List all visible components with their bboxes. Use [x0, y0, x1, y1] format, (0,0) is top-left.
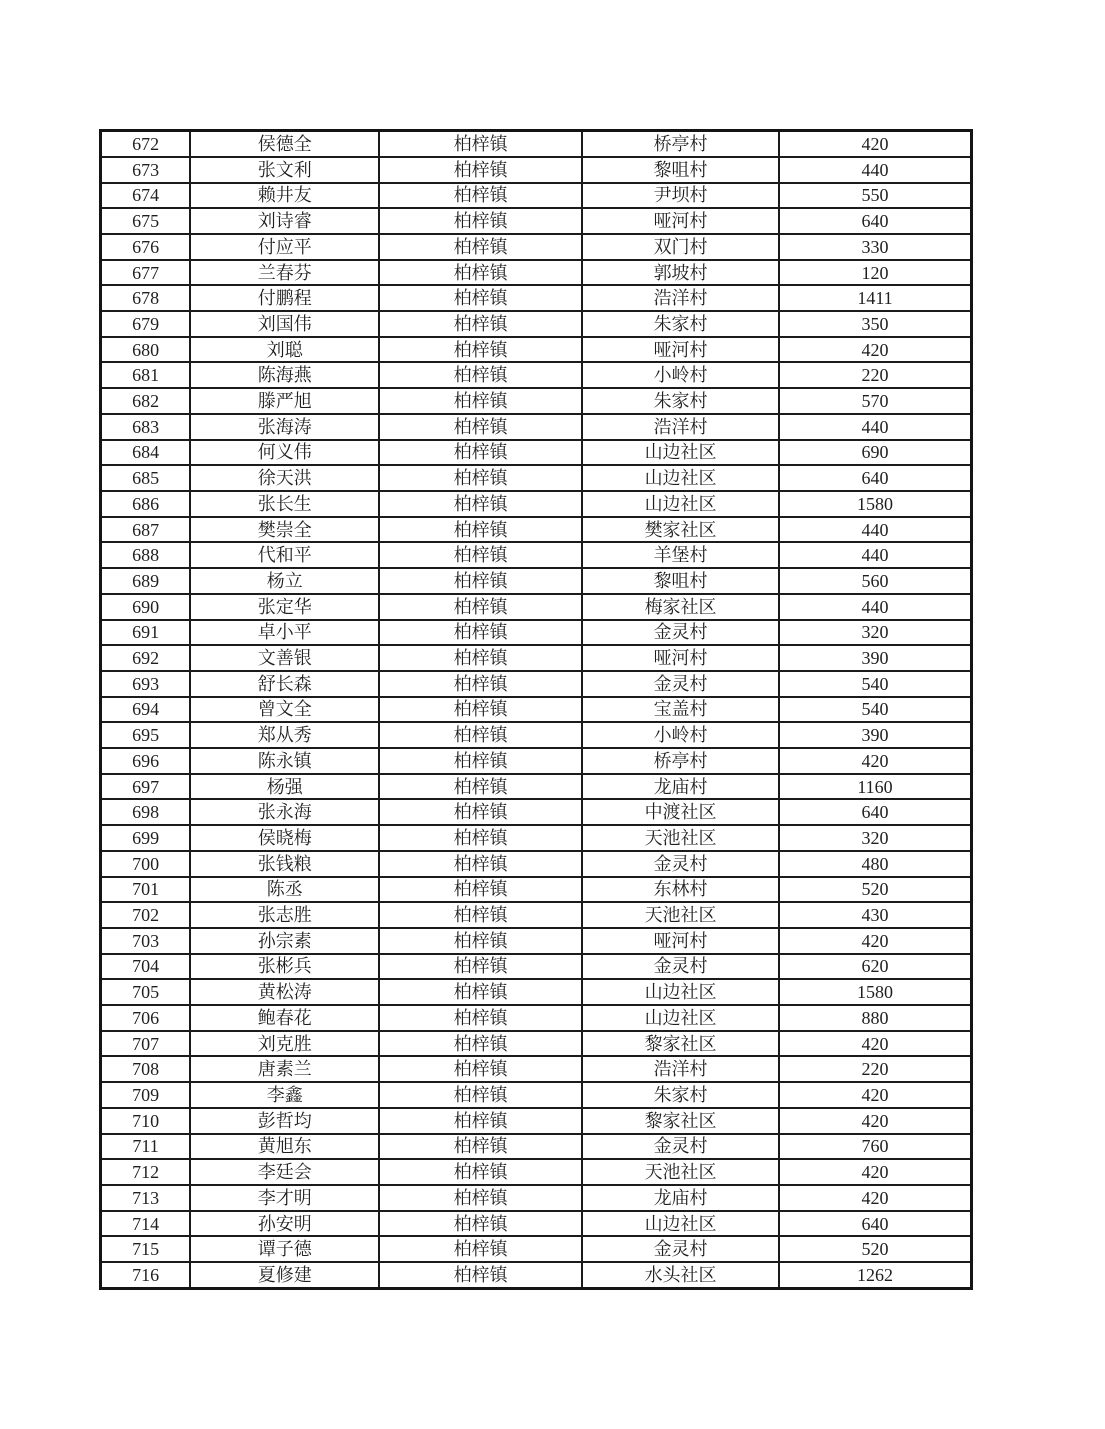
cell-town: 柏梓镇: [379, 362, 582, 388]
cell-name: 黄旭东: [190, 1134, 379, 1160]
cell-amount: 420: [779, 1185, 972, 1211]
cell-village: 水头社区: [582, 1262, 779, 1288]
cell-index: 716: [101, 1262, 191, 1288]
cell-index: 704: [101, 954, 191, 980]
cell-amount: 640: [779, 208, 972, 234]
table-row: [101, 825, 972, 851]
cell-amount: 430: [779, 902, 972, 928]
table-row: [101, 311, 972, 337]
cell-town: 柏梓镇: [379, 260, 582, 286]
cell-name: 张长生: [190, 491, 379, 517]
table-row: [101, 542, 972, 568]
cell-village: 山边社区: [582, 440, 779, 466]
cell-index: 687: [101, 517, 191, 543]
cell-index: 679: [101, 311, 191, 337]
table-row: [101, 722, 972, 748]
cell-town: 柏梓镇: [379, 645, 582, 671]
cell-village: 山边社区: [582, 465, 779, 491]
table-row: [101, 1005, 972, 1031]
cell-amount: 420: [779, 131, 972, 157]
cell-index: 678: [101, 285, 191, 311]
cell-name: 刘聪: [190, 337, 379, 363]
cell-village: 浩洋村: [582, 414, 779, 440]
cell-amount: 620: [779, 954, 972, 980]
table-row: [101, 183, 972, 209]
cell-amount: 220: [779, 1056, 972, 1082]
table-row: [101, 1031, 972, 1057]
cell-index: 696: [101, 748, 191, 774]
cell-town: 柏梓镇: [379, 517, 582, 543]
cell-index: 714: [101, 1211, 191, 1237]
cell-name: 鲍春花: [190, 1005, 379, 1031]
cell-name: 侯晓梅: [190, 825, 379, 851]
cell-town: 柏梓镇: [379, 542, 582, 568]
table-row: [101, 414, 972, 440]
table-row: [101, 208, 972, 234]
cell-amount: 440: [779, 542, 972, 568]
cell-village: 金灵村: [582, 954, 779, 980]
table-row: [101, 851, 972, 877]
cell-town: 柏梓镇: [379, 954, 582, 980]
cell-amount: 220: [779, 362, 972, 388]
cell-index: 688: [101, 542, 191, 568]
cell-amount: 1262: [779, 1262, 972, 1288]
cell-town: 柏梓镇: [379, 568, 582, 594]
cell-index: 683: [101, 414, 191, 440]
table-row: [101, 1108, 972, 1134]
cell-town: 柏梓镇: [379, 208, 582, 234]
table-row: [101, 671, 972, 697]
cell-amount: 560: [779, 568, 972, 594]
cell-amount: 420: [779, 1159, 972, 1185]
cell-name: 刘克胜: [190, 1031, 379, 1057]
cell-amount: 1580: [779, 491, 972, 517]
cell-village: 羊堡村: [582, 542, 779, 568]
cell-amount: 880: [779, 1005, 972, 1031]
cell-amount: 540: [779, 671, 972, 697]
cell-index: 710: [101, 1108, 191, 1134]
cell-amount: 420: [779, 1108, 972, 1134]
cell-index: 694: [101, 697, 191, 723]
cell-town: 柏梓镇: [379, 877, 582, 903]
cell-index: 695: [101, 722, 191, 748]
cell-amount: 760: [779, 1134, 972, 1160]
cell-name: 李鑫: [190, 1082, 379, 1108]
cell-village: 黎家社区: [582, 1108, 779, 1134]
table-row: [101, 1262, 972, 1288]
table-row: [101, 645, 972, 671]
cell-name: 陈丞: [190, 877, 379, 903]
cell-name: 舒长森: [190, 671, 379, 697]
table-row: [101, 157, 972, 183]
cell-village: 樊家社区: [582, 517, 779, 543]
table-row: [101, 1185, 972, 1211]
cell-amount: 390: [779, 645, 972, 671]
cell-village: 小岭村: [582, 362, 779, 388]
table-row: [101, 620, 972, 646]
cell-village: 宝盖村: [582, 697, 779, 723]
cell-index: 689: [101, 568, 191, 594]
cell-amount: 1580: [779, 979, 972, 1005]
table-row: [101, 260, 972, 286]
cell-town: 柏梓镇: [379, 799, 582, 825]
cell-index: 673: [101, 157, 191, 183]
table-row: [101, 568, 972, 594]
cell-amount: 440: [779, 157, 972, 183]
cell-village: 龙庙村: [582, 1185, 779, 1211]
cell-village: 金灵村: [582, 671, 779, 697]
cell-town: 柏梓镇: [379, 414, 582, 440]
table-row: [101, 1236, 972, 1262]
cell-town: 柏梓镇: [379, 465, 582, 491]
cell-amount: 440: [779, 414, 972, 440]
cell-amount: 440: [779, 517, 972, 543]
cell-name: 张定华: [190, 594, 379, 620]
cell-name: 唐素兰: [190, 1056, 379, 1082]
cell-village: 中渡社区: [582, 799, 779, 825]
cell-index: 703: [101, 928, 191, 954]
cell-village: 哑河村: [582, 645, 779, 671]
cell-village: 天池社区: [582, 825, 779, 851]
table-row: [101, 594, 972, 620]
cell-amount: 320: [779, 825, 972, 851]
cell-town: 柏梓镇: [379, 851, 582, 877]
cell-village: 哑河村: [582, 928, 779, 954]
cell-village: 双门村: [582, 234, 779, 260]
cell-village: 朱家村: [582, 311, 779, 337]
cell-name: 陈海燕: [190, 362, 379, 388]
cell-name: 郑从秀: [190, 722, 379, 748]
table-row: [101, 388, 972, 414]
cell-name: 杨立: [190, 568, 379, 594]
cell-name: 彭哲均: [190, 1108, 379, 1134]
table-row: [101, 465, 972, 491]
cell-amount: 550: [779, 183, 972, 209]
table-row: [101, 1082, 972, 1108]
cell-index: 698: [101, 799, 191, 825]
cell-amount: 420: [779, 1082, 972, 1108]
records-table: [99, 129, 973, 1290]
table-row: [101, 1056, 972, 1082]
cell-town: 柏梓镇: [379, 1005, 582, 1031]
cell-town: 柏梓镇: [379, 440, 582, 466]
cell-town: 柏梓镇: [379, 697, 582, 723]
cell-town: 柏梓镇: [379, 671, 582, 697]
cell-name: 张志胜: [190, 902, 379, 928]
cell-village: 桥亭村: [582, 748, 779, 774]
cell-name: 李廷会: [190, 1159, 379, 1185]
cell-village: 天池社区: [582, 1159, 779, 1185]
cell-town: 柏梓镇: [379, 234, 582, 260]
cell-index: 674: [101, 183, 191, 209]
cell-index: 711: [101, 1134, 191, 1160]
cell-village: 黎家社区: [582, 1031, 779, 1057]
cell-index: 708: [101, 1056, 191, 1082]
cell-name: 付应平: [190, 234, 379, 260]
cell-index: 701: [101, 877, 191, 903]
table-row: [101, 877, 972, 903]
cell-amount: 640: [779, 465, 972, 491]
cell-index: 677: [101, 260, 191, 286]
cell-name: 刘国伟: [190, 311, 379, 337]
cell-amount: 640: [779, 1211, 972, 1237]
cell-name: 张永海: [190, 799, 379, 825]
cell-town: 柏梓镇: [379, 157, 582, 183]
cell-amount: 330: [779, 234, 972, 260]
cell-name: 侯德全: [190, 131, 379, 157]
cell-village: 东林村: [582, 877, 779, 903]
cell-amount: 480: [779, 851, 972, 877]
cell-town: 柏梓镇: [379, 594, 582, 620]
cell-index: 715: [101, 1236, 191, 1262]
cell-index: 712: [101, 1159, 191, 1185]
cell-village: 龙庙村: [582, 774, 779, 800]
cell-town: 柏梓镇: [379, 285, 582, 311]
cell-village: 朱家村: [582, 1082, 779, 1108]
table-row: [101, 1159, 972, 1185]
cell-index: 675: [101, 208, 191, 234]
cell-amount: 520: [779, 877, 972, 903]
table-row: [101, 285, 972, 311]
cell-index: 700: [101, 851, 191, 877]
cell-amount: 690: [779, 440, 972, 466]
cell-name: 陈永镇: [190, 748, 379, 774]
cell-town: 柏梓镇: [379, 491, 582, 517]
cell-village: 梅家社区: [582, 594, 779, 620]
cell-town: 柏梓镇: [379, 1082, 582, 1108]
table-row: [101, 799, 972, 825]
table-row: [101, 362, 972, 388]
cell-index: 681: [101, 362, 191, 388]
cell-index: 702: [101, 902, 191, 928]
cell-town: 柏梓镇: [379, 979, 582, 1005]
cell-index: 693: [101, 671, 191, 697]
cell-name: 李才明: [190, 1185, 379, 1211]
cell-name: 赖井友: [190, 183, 379, 209]
cell-town: 柏梓镇: [379, 774, 582, 800]
cell-town: 柏梓镇: [379, 1185, 582, 1211]
cell-index: 676: [101, 234, 191, 260]
cell-town: 柏梓镇: [379, 1159, 582, 1185]
table-row: [101, 902, 972, 928]
records-table-body: [101, 131, 972, 1289]
table-row: [101, 440, 972, 466]
cell-town: 柏梓镇: [379, 902, 582, 928]
cell-name: 孙安明: [190, 1211, 379, 1237]
cell-amount: 520: [779, 1236, 972, 1262]
cell-village: 天池社区: [582, 902, 779, 928]
cell-town: 柏梓镇: [379, 1031, 582, 1057]
cell-town: 柏梓镇: [379, 131, 582, 157]
cell-village: 浩洋村: [582, 1056, 779, 1082]
cell-town: 柏梓镇: [379, 620, 582, 646]
cell-town: 柏梓镇: [379, 1056, 582, 1082]
cell-amount: 350: [779, 311, 972, 337]
cell-village: 哑河村: [582, 337, 779, 363]
cell-name: 樊崇全: [190, 517, 379, 543]
cell-village: 哑河村: [582, 208, 779, 234]
cell-village: 黎咀村: [582, 568, 779, 594]
table-row: [101, 697, 972, 723]
cell-name: 谭子德: [190, 1236, 379, 1262]
cell-index: 686: [101, 491, 191, 517]
cell-name: 文善银: [190, 645, 379, 671]
cell-name: 夏修建: [190, 1262, 379, 1288]
cell-village: 浩洋村: [582, 285, 779, 311]
cell-amount: 420: [779, 1031, 972, 1057]
cell-amount: 120: [779, 260, 972, 286]
cell-amount: 420: [779, 337, 972, 363]
cell-index: 691: [101, 620, 191, 646]
table-row: [101, 234, 972, 260]
cell-index: 682: [101, 388, 191, 414]
cell-index: 713: [101, 1185, 191, 1211]
table-row: [101, 1211, 972, 1237]
cell-index: 705: [101, 979, 191, 1005]
cell-name: 代和平: [190, 542, 379, 568]
cell-index: 699: [101, 825, 191, 851]
cell-amount: 420: [779, 748, 972, 774]
table-row: [101, 774, 972, 800]
cell-name: 孙宗素: [190, 928, 379, 954]
cell-village: 桥亭村: [582, 131, 779, 157]
table-row: [101, 748, 972, 774]
cell-name: 何义伟: [190, 440, 379, 466]
table-row: [101, 1134, 972, 1160]
cell-village: 小岭村: [582, 722, 779, 748]
table-row: [101, 979, 972, 1005]
cell-name: 张彬兵: [190, 954, 379, 980]
table-row: [101, 491, 972, 517]
cell-name: 张钱粮: [190, 851, 379, 877]
cell-village: 金灵村: [582, 620, 779, 646]
table-row: [101, 954, 972, 980]
cell-town: 柏梓镇: [379, 183, 582, 209]
cell-town: 柏梓镇: [379, 311, 582, 337]
cell-name: 曾文全: [190, 697, 379, 723]
cell-name: 刘诗睿: [190, 208, 379, 234]
cell-amount: 390: [779, 722, 972, 748]
cell-amount: 420: [779, 928, 972, 954]
table-row: [101, 131, 972, 157]
cell-town: 柏梓镇: [379, 1108, 582, 1134]
cell-town: 柏梓镇: [379, 928, 582, 954]
cell-town: 柏梓镇: [379, 388, 582, 414]
table-row: [101, 517, 972, 543]
cell-index: 672: [101, 131, 191, 157]
cell-index: 684: [101, 440, 191, 466]
cell-name: 杨强: [190, 774, 379, 800]
cell-amount: 1411: [779, 285, 972, 311]
cell-name: 滕严旭: [190, 388, 379, 414]
cell-town: 柏梓镇: [379, 722, 582, 748]
cell-name: 卓小平: [190, 620, 379, 646]
cell-amount: 640: [779, 799, 972, 825]
cell-name: 兰春芬: [190, 260, 379, 286]
cell-town: 柏梓镇: [379, 1236, 582, 1262]
cell-village: 山边社区: [582, 1211, 779, 1237]
cell-amount: 440: [779, 594, 972, 620]
cell-index: 680: [101, 337, 191, 363]
cell-amount: 570: [779, 388, 972, 414]
cell-village: 山边社区: [582, 491, 779, 517]
cell-town: 柏梓镇: [379, 1211, 582, 1237]
cell-town: 柏梓镇: [379, 1134, 582, 1160]
cell-village: 郭坡村: [582, 260, 779, 286]
cell-index: 690: [101, 594, 191, 620]
cell-village: 黎咀村: [582, 157, 779, 183]
cell-village: 山边社区: [582, 979, 779, 1005]
cell-index: 685: [101, 465, 191, 491]
cell-index: 709: [101, 1082, 191, 1108]
cell-town: 柏梓镇: [379, 825, 582, 851]
cell-name: 张海涛: [190, 414, 379, 440]
cell-village: 山边社区: [582, 1005, 779, 1031]
cell-village: 朱家村: [582, 388, 779, 414]
cell-name: 张文利: [190, 157, 379, 183]
cell-name: 黄松涛: [190, 979, 379, 1005]
cell-name: 付鹏程: [190, 285, 379, 311]
cell-name: 徐天洪: [190, 465, 379, 491]
cell-town: 柏梓镇: [379, 1262, 582, 1288]
table-row: [101, 337, 972, 363]
table-row: [101, 928, 972, 954]
cell-town: 柏梓镇: [379, 337, 582, 363]
cell-village: 金灵村: [582, 1134, 779, 1160]
cell-index: 706: [101, 1005, 191, 1031]
cell-town: 柏梓镇: [379, 748, 582, 774]
cell-amount: 320: [779, 620, 972, 646]
cell-village: 金灵村: [582, 1236, 779, 1262]
cell-index: 707: [101, 1031, 191, 1057]
cell-amount: 1160: [779, 774, 972, 800]
cell-index: 697: [101, 774, 191, 800]
cell-index: 692: [101, 645, 191, 671]
cell-village: 尹坝村: [582, 183, 779, 209]
cell-village: 金灵村: [582, 851, 779, 877]
cell-amount: 540: [779, 697, 972, 723]
